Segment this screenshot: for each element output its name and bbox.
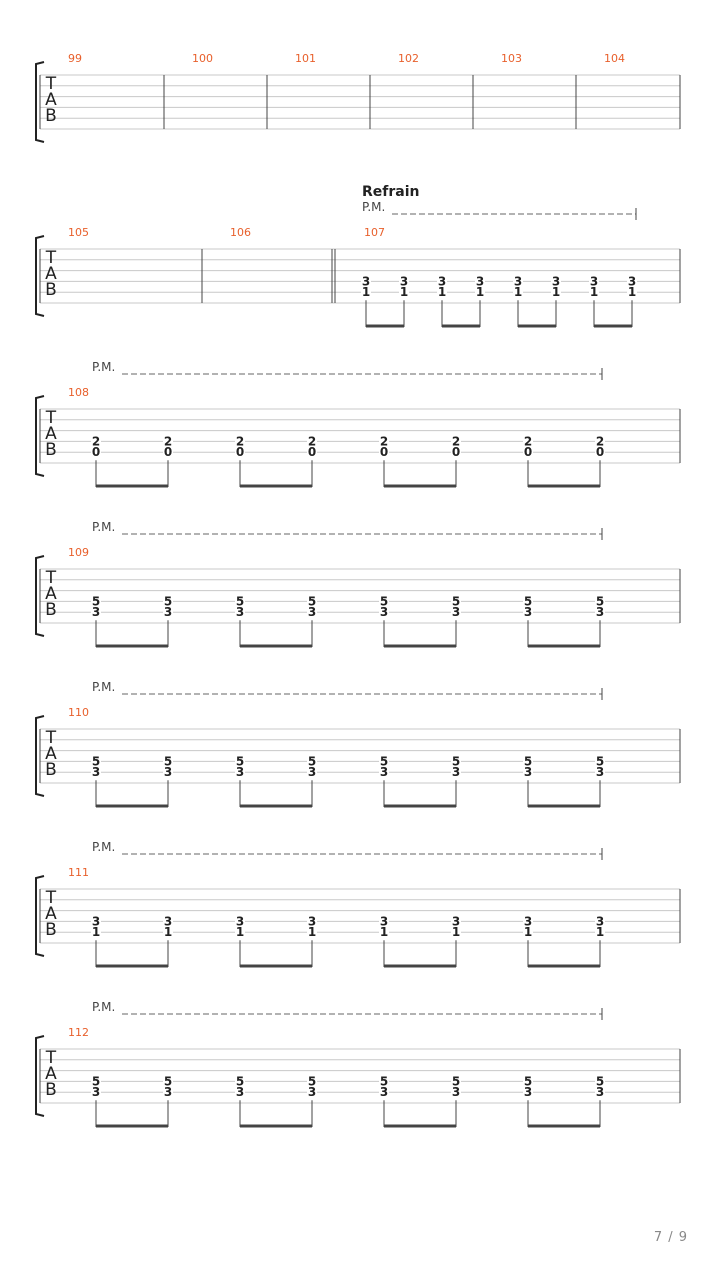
tab-clef-letter: A: [45, 424, 57, 444]
fret-number: 2: [235, 434, 245, 449]
tab-clef-letter: T: [45, 408, 57, 428]
measure-number: 105: [68, 226, 89, 239]
fret-number: 5: [451, 754, 461, 769]
page-number: 7 / 9: [653, 1230, 688, 1245]
fret-number: 3: [595, 914, 605, 929]
measure-number: 101: [295, 52, 316, 65]
fret-number: 3: [523, 1085, 533, 1100]
fret-number: 5: [235, 754, 245, 769]
tab-clef-letter: T: [45, 568, 57, 588]
fret-number: 2: [91, 434, 101, 449]
tab-clef-letter: T: [45, 1048, 57, 1068]
fret-number: 1: [523, 925, 533, 940]
fret-number: 3: [379, 605, 389, 620]
fret-number: 3: [235, 605, 245, 620]
fret-number: 3: [523, 914, 533, 929]
fret-number: 3: [399, 274, 409, 289]
fret-number: 2: [307, 434, 317, 449]
fret-number: 3: [595, 1085, 605, 1100]
fret-number: 3: [235, 914, 245, 929]
fret-number: 5: [163, 754, 173, 769]
fret-number: 3: [595, 605, 605, 620]
fret-number: 2: [595, 434, 605, 449]
fret-number: 1: [163, 925, 173, 940]
palm-mute-label: P.M.: [92, 360, 116, 374]
fret-number: 3: [91, 765, 101, 780]
tab-clef-letter: B: [45, 280, 57, 300]
fret-number: 3: [627, 274, 637, 289]
fret-number: 5: [307, 754, 317, 769]
tab-clef-letter: A: [45, 264, 57, 284]
fret-number: 3: [91, 1085, 101, 1100]
tab-clef-letter: A: [45, 1064, 57, 1084]
fret-number: 3: [163, 1085, 173, 1100]
fret-number: 0: [235, 445, 245, 460]
measure-number: 107: [364, 226, 385, 239]
measure-number: 100: [192, 52, 213, 65]
measure-number: 109: [68, 546, 89, 559]
fret-number: 3: [307, 765, 317, 780]
fret-number: 3: [451, 605, 461, 620]
fret-number: 5: [163, 594, 173, 609]
fret-number: 0: [451, 445, 461, 460]
tab-clef-letter: B: [45, 760, 57, 780]
fret-number: 5: [379, 754, 389, 769]
measure-number: 112: [68, 1026, 89, 1039]
fret-number: 5: [91, 594, 101, 609]
fret-number: 3: [513, 274, 523, 289]
fret-number: 3: [379, 914, 389, 929]
tab-clef-letter: B: [45, 440, 57, 460]
fret-number: 5: [235, 1074, 245, 1089]
fret-number: 3: [379, 1085, 389, 1100]
fret-number: 1: [361, 285, 371, 300]
fret-number: 1: [589, 285, 599, 300]
fret-number: 3: [235, 1085, 245, 1100]
measure-number: 99: [68, 52, 82, 65]
fret-number: 5: [163, 1074, 173, 1089]
fret-number: 3: [91, 914, 101, 929]
fret-number: 3: [91, 605, 101, 620]
measure-number: 108: [68, 386, 89, 399]
fret-number: 3: [307, 914, 317, 929]
tab-clef-letter: B: [45, 1080, 57, 1100]
measure-number: 102: [398, 52, 419, 65]
fret-number: 2: [523, 434, 533, 449]
fret-number: 5: [451, 594, 461, 609]
tab-clef-letter: T: [45, 74, 57, 94]
fret-number: 1: [235, 925, 245, 940]
fret-number: 1: [307, 925, 317, 940]
tab-clef-letter: B: [45, 920, 57, 940]
palm-mute-label: P.M.: [92, 840, 116, 854]
fret-number: 3: [551, 274, 561, 289]
section-label: Refrain: [362, 184, 420, 200]
fret-number: 5: [379, 594, 389, 609]
fret-number: 1: [451, 925, 461, 940]
fret-number: 3: [451, 765, 461, 780]
fret-number: 5: [523, 1074, 533, 1089]
fret-number: 5: [523, 754, 533, 769]
fret-number: 1: [399, 285, 409, 300]
fret-number: 1: [513, 285, 523, 300]
fret-number: 3: [589, 274, 599, 289]
tab-clef-letter: A: [45, 90, 57, 110]
fret-number: 1: [595, 925, 605, 940]
measure-number: 111: [68, 866, 89, 879]
fret-number: 3: [379, 765, 389, 780]
tab-clef-letter: T: [45, 248, 57, 268]
fret-number: 1: [551, 285, 561, 300]
fret-number: 3: [523, 765, 533, 780]
fret-number: 1: [627, 285, 637, 300]
fret-number: 0: [379, 445, 389, 460]
tab-clef-letter: B: [45, 600, 57, 620]
fret-number: 3: [451, 1085, 461, 1100]
tab-clef-letter: T: [45, 728, 57, 748]
fret-number: 5: [91, 1074, 101, 1089]
fret-number: 3: [451, 914, 461, 929]
fret-number: 5: [595, 754, 605, 769]
measure-number: 106: [230, 226, 251, 239]
fret-number: 5: [91, 754, 101, 769]
fret-number: 3: [307, 605, 317, 620]
fret-number: 5: [307, 594, 317, 609]
fret-number: 3: [163, 605, 173, 620]
fret-number: 0: [163, 445, 173, 460]
fret-number: 3: [307, 1085, 317, 1100]
fret-number: 3: [475, 274, 485, 289]
fret-number: 3: [361, 274, 371, 289]
fret-number: 5: [595, 1074, 605, 1089]
fret-number: 5: [307, 1074, 317, 1089]
tab-clef-letter: T: [45, 888, 57, 908]
tab-clef-letter: A: [45, 744, 57, 764]
fret-number: 0: [595, 445, 605, 460]
fret-number: 2: [379, 434, 389, 449]
palm-mute-label: P.M.: [362, 200, 386, 214]
fret-number: 1: [91, 925, 101, 940]
fret-number: 3: [163, 914, 173, 929]
tab-clef-letter: A: [45, 904, 57, 924]
palm-mute-label: P.M.: [92, 680, 116, 694]
fret-number: 5: [523, 594, 533, 609]
tab-clef-letter: A: [45, 584, 57, 604]
fret-number: 5: [379, 1074, 389, 1089]
fret-number: 0: [91, 445, 101, 460]
fret-number: 5: [235, 594, 245, 609]
palm-mute-label: P.M.: [92, 1000, 116, 1014]
measure-number: 103: [501, 52, 522, 65]
fret-number: 0: [523, 445, 533, 460]
fret-number: 3: [163, 765, 173, 780]
fret-number: 2: [451, 434, 461, 449]
fret-number: 3: [235, 765, 245, 780]
fret-number: 3: [523, 605, 533, 620]
measure-number: 110: [68, 706, 89, 719]
fret-number: 3: [595, 765, 605, 780]
fret-number: 2: [163, 434, 173, 449]
fret-number: 5: [595, 594, 605, 609]
fret-number: 5: [451, 1074, 461, 1089]
fret-number: 3: [437, 274, 447, 289]
fret-number: 1: [475, 285, 485, 300]
measure-number: 104: [604, 52, 625, 65]
tab-clef-letter: B: [45, 106, 57, 126]
palm-mute-label: P.M.: [92, 520, 116, 534]
fret-number: 1: [437, 285, 447, 300]
fret-number: 1: [379, 925, 389, 940]
fret-number: 0: [307, 445, 317, 460]
